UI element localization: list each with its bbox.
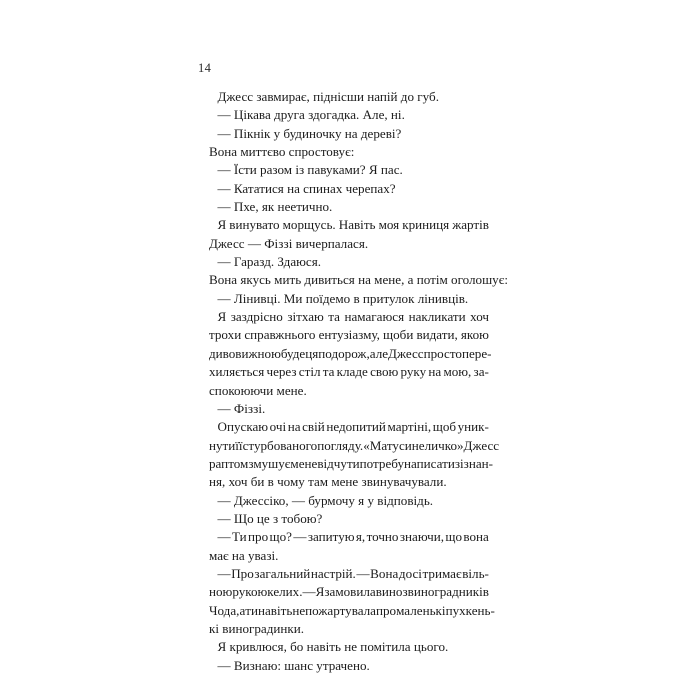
text-word: Вона bbox=[370, 565, 399, 581]
text-word: просто bbox=[423, 345, 462, 361]
text-word: морщусь. bbox=[282, 217, 336, 233]
text-word: справжнього bbox=[244, 327, 316, 343]
text-word: подорож, bbox=[318, 345, 370, 361]
text-word: погляду. bbox=[317, 437, 364, 453]
text-line: Я кривлюся, бо навіть не помітила цього. bbox=[217, 639, 449, 655]
text-word: зітхаю bbox=[287, 309, 324, 325]
text-line bbox=[209, 602, 495, 620]
text-line: Вона миттєво спростовує: bbox=[209, 144, 355, 160]
text-line bbox=[209, 308, 489, 326]
text-word: криниця bbox=[402, 217, 450, 233]
text-word: трохи bbox=[209, 327, 242, 343]
text-word: її bbox=[235, 437, 243, 453]
text-word: свою bbox=[370, 364, 399, 380]
text-word: заздрісно bbox=[230, 309, 283, 325]
text-word: буде bbox=[280, 345, 306, 361]
text-word: винувато bbox=[229, 217, 280, 233]
text-line bbox=[209, 363, 489, 381]
text-word: за- bbox=[473, 364, 489, 380]
text-word: Я bbox=[217, 309, 227, 325]
text-word: пухкень- bbox=[445, 602, 495, 618]
text-line: — Гаразд. Здаюся. bbox=[217, 254, 322, 270]
text-word: та bbox=[328, 309, 340, 325]
text-word: мене bbox=[290, 455, 318, 471]
text-word: пожартувала bbox=[305, 602, 376, 618]
text-word: щоби bbox=[383, 327, 414, 343]
text-line: спокоюючи мене. bbox=[209, 382, 307, 398]
text-word: маленькі bbox=[396, 602, 446, 618]
text-word: хоч bbox=[470, 309, 489, 325]
text-line bbox=[209, 455, 494, 473]
text-word: зізнан- bbox=[454, 455, 494, 471]
text-word: про bbox=[248, 529, 269, 545]
text-line: — Їсти разом із павуками? Я пас. bbox=[217, 162, 403, 178]
text-word: про bbox=[376, 602, 397, 618]
text-word: на bbox=[287, 419, 301, 435]
text-line: кі виноградинки. bbox=[209, 620, 305, 636]
text-word: жартів bbox=[452, 217, 489, 233]
text-word: Я bbox=[217, 217, 227, 233]
text-word: не bbox=[292, 602, 306, 618]
text-word: рукою bbox=[232, 584, 268, 600]
text-word: мою, bbox=[443, 364, 472, 380]
text-line: — Лінивці. Ми поїдемо в притулок лінивців. bbox=[217, 290, 469, 306]
text-word: намагаюся bbox=[344, 309, 405, 325]
text-word: настрій. bbox=[310, 565, 356, 581]
page-number: 14 bbox=[198, 61, 212, 75]
text-line: — Кататися на спинах черепах? bbox=[217, 180, 396, 196]
text-word: вино bbox=[375, 584, 403, 600]
text-word: тримає bbox=[422, 565, 462, 581]
text-word: ентузіазму, bbox=[318, 327, 380, 343]
text-word: — bbox=[302, 584, 316, 600]
text-word: — bbox=[217, 565, 231, 581]
text-line: Джесс — Фіззі вичерпалася. bbox=[209, 235, 369, 251]
text-word: «Матусине bbox=[363, 437, 425, 453]
text-word: раптом bbox=[209, 455, 249, 471]
text-word: щоб bbox=[432, 419, 457, 435]
text-word: написати bbox=[404, 455, 455, 471]
text-word: ною bbox=[209, 584, 233, 600]
text-word: руку bbox=[400, 364, 427, 380]
text-word: Про bbox=[231, 565, 254, 581]
text-line: — Джессіко, — бурмочу я у відповідь. bbox=[217, 492, 434, 508]
text-word: Опускаю bbox=[217, 419, 269, 435]
text-word: Я bbox=[315, 584, 325, 600]
text-line bbox=[209, 528, 489, 546]
text-line: — Визнаю: шанс утрачено. bbox=[217, 657, 370, 673]
text-word: та bbox=[322, 364, 335, 380]
text-word: моя bbox=[378, 217, 400, 233]
text-word: келих. bbox=[267, 584, 303, 600]
text-line: — Що це з тобою? bbox=[217, 510, 323, 526]
text-word: виноградників bbox=[407, 584, 489, 600]
text-line: має на увазі. bbox=[209, 547, 279, 563]
text-line: — Цікава друга здогадка. Але, ні. bbox=[217, 107, 405, 123]
text-word: відчути bbox=[317, 455, 360, 471]
text-word: — bbox=[217, 529, 231, 545]
text-word: з bbox=[402, 584, 408, 600]
text-word: недопитий bbox=[326, 419, 386, 435]
text-line: — Пікнік у будиночку на дереві? bbox=[217, 125, 402, 141]
text-word: ця bbox=[305, 345, 319, 361]
text-line bbox=[209, 583, 489, 601]
text-word: загальний bbox=[254, 565, 311, 581]
text-word: потребу bbox=[359, 455, 405, 471]
text-word: Джесс bbox=[388, 345, 424, 361]
text-word: очі bbox=[269, 419, 287, 435]
text-word: уник- bbox=[457, 419, 489, 435]
text-line bbox=[209, 216, 489, 234]
text-word: але bbox=[369, 345, 389, 361]
text-word: личко» bbox=[424, 437, 464, 453]
text-line: Джесс завмирає, піднісши напій до губ. bbox=[217, 89, 439, 104]
text-word: накликати bbox=[408, 309, 466, 325]
text-word: кладе bbox=[336, 364, 368, 380]
text-word: стіл bbox=[298, 364, 321, 380]
text-word: змушує bbox=[248, 455, 291, 471]
text-word: пере- bbox=[461, 345, 492, 361]
text-word: навіть bbox=[257, 602, 293, 618]
body-text-block bbox=[209, 88, 508, 675]
text-line bbox=[209, 565, 489, 583]
text-word: на bbox=[428, 364, 442, 380]
text-word: замовила bbox=[324, 584, 376, 600]
text-line bbox=[209, 345, 492, 363]
text-word: хиляється bbox=[209, 364, 265, 380]
text-word: я, bbox=[355, 529, 366, 545]
text-word: вона bbox=[463, 529, 489, 545]
text-word: знаючи, bbox=[399, 529, 444, 545]
text-word: видати, bbox=[416, 327, 458, 343]
text-word: запитую bbox=[307, 529, 355, 545]
text-word: що? bbox=[269, 529, 292, 545]
text-word: — bbox=[293, 529, 307, 545]
text-word: стурбованого bbox=[242, 437, 318, 453]
text-line: — Фіззі. bbox=[217, 400, 266, 416]
text-word: віль- bbox=[462, 565, 489, 581]
text-line bbox=[209, 418, 489, 436]
text-word: Чода, bbox=[209, 602, 240, 618]
text-word: нути bbox=[209, 437, 236, 453]
text-word: досі bbox=[398, 565, 422, 581]
text-word: що bbox=[445, 529, 463, 545]
text-line: — Пхе, як неетично. bbox=[217, 199, 333, 215]
text-word: через bbox=[266, 364, 297, 380]
text-word: Джесс bbox=[463, 437, 500, 453]
text-word: Навіть bbox=[338, 217, 376, 233]
text-word: свій bbox=[302, 419, 325, 435]
text-word: точно bbox=[366, 529, 399, 545]
text-line bbox=[209, 326, 489, 344]
text-word: мартіні, bbox=[387, 419, 432, 435]
text-word: Ти bbox=[231, 529, 247, 545]
text-word: ти bbox=[245, 602, 258, 618]
text-line: ня, хоч би в чому там мене звинувачували. bbox=[209, 474, 447, 490]
text-line: Вона якусь мить дивиться на мене, а потім оголошує: bbox=[209, 272, 508, 288]
text-line bbox=[209, 437, 500, 455]
text-word: якою bbox=[460, 327, 489, 343]
text-word: а bbox=[239, 602, 246, 618]
text-word: дивовижною bbox=[209, 345, 281, 361]
text-word: — bbox=[356, 565, 370, 581]
